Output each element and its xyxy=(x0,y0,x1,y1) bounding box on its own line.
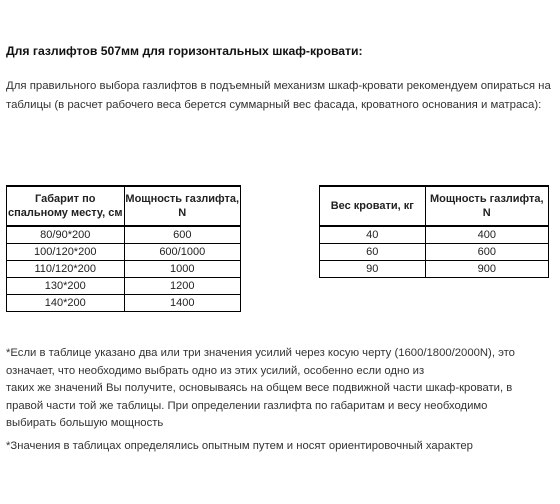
cell-power: 1400 xyxy=(124,294,240,311)
cell-size: 130*200 xyxy=(7,277,125,294)
cell-size: 140*200 xyxy=(7,294,125,311)
cell-weight: 40 xyxy=(320,226,426,243)
cell-power: 1000 xyxy=(124,260,240,277)
footnote-line: *Если в таблице указано два или три значения усилий через косую черту (1600/1800/2000N), это xyxy=(6,347,515,359)
table-row xyxy=(7,260,241,277)
table-row xyxy=(7,277,241,294)
cell-power: 600 xyxy=(425,243,548,260)
column-header-power: Мощность газлифта, N xyxy=(425,186,548,226)
footnote-line: выбирать большую мощность xyxy=(6,417,164,429)
intro-paragraph: Для правильного выбора газлифтов в подъемный механизм шкаф-кровати рекомендуем опираться на таблицы (в расчет рабочего веса берется суммарный вес фасада, кроватного основания и матраса): xyxy=(6,80,551,111)
cell-power: 1200 xyxy=(124,277,240,294)
table-row xyxy=(7,226,241,243)
table-header-row xyxy=(7,186,241,226)
column-header-weight: Вес кровати, кг xyxy=(320,186,426,226)
footnote-multiple-values xyxy=(6,345,551,433)
table-row xyxy=(320,243,549,260)
size-power-table xyxy=(6,185,241,312)
table-row xyxy=(7,243,241,260)
footnote-line: таких же значений Вы получите, основываясь на общем весе подвижной части шкаф-кровати, в xyxy=(6,382,513,394)
cell-weight: 90 xyxy=(320,260,426,277)
column-header-size: Габарит по спальному месту, см xyxy=(7,186,125,226)
cell-power: 900 xyxy=(425,260,548,277)
table-row xyxy=(7,294,241,311)
cell-size: 110/120*200 xyxy=(7,260,125,277)
cell-weight: 60 xyxy=(320,243,426,260)
cell-power: 600/1000 xyxy=(124,243,240,260)
column-header-power: Мощность газлифта, N xyxy=(124,186,240,226)
footnote-line: правой части той же таблицы. При определении газлифта по габаритам и весу необходимо xyxy=(6,399,488,412)
cell-size: 80/90*200 xyxy=(7,226,125,243)
table-row xyxy=(320,260,549,277)
table-header-row xyxy=(320,186,549,226)
cell-size: 100/120*200 xyxy=(7,243,125,260)
cell-power: 400 xyxy=(425,226,548,243)
cell-power: 600 xyxy=(124,226,240,243)
page-title: Для газлифтов 507мм для горизонтальных шкаф-кровати: xyxy=(6,44,363,58)
footnote-line: означает, что необходимо выбрать одно из этих усилий, особенно если одно из xyxy=(6,364,425,377)
footnote-approximate: *Значения в таблицах определялись опытным путем и носят ориентировочный характер xyxy=(6,440,473,452)
weight-power-table xyxy=(319,185,549,278)
table-row xyxy=(320,226,549,243)
